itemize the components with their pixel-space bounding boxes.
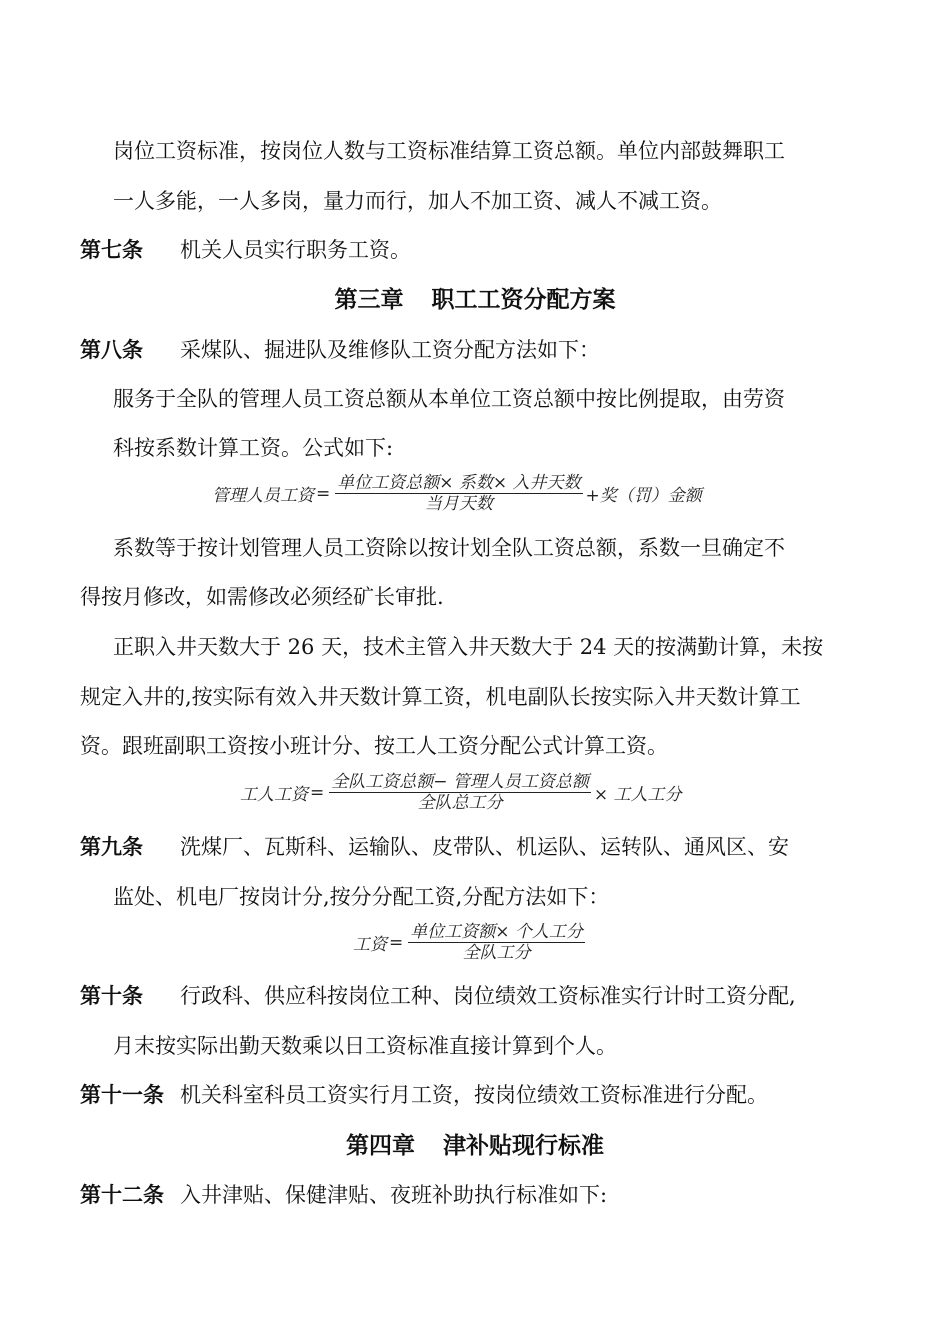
- article-8: [80, 335, 600, 365]
- formula-equals: =: [310, 782, 325, 803]
- formula-worker-wage: [240, 772, 682, 813]
- article-text: 行政科、供应科按岗位工种、岗位绩效工资标准实行计时工资分配,: [180, 984, 796, 1008]
- formula-equals: =: [389, 932, 404, 953]
- formula-manager-wage: [212, 473, 702, 514]
- article-label: 第十一条: [80, 1082, 164, 1107]
- formula-fraction: [408, 922, 585, 963]
- chapter-number: 第三章: [334, 286, 404, 313]
- formula-numerator: 单位工资额× 个人工分: [410, 922, 583, 942]
- formula-denominator: 全队工分: [462, 943, 531, 963]
- chapter-number: 第四章: [346, 1132, 415, 1159]
- chapter-heading-3: [0, 284, 950, 316]
- paragraph-line: 正职入井天数大于 26 天，技术主管入井天数大于 24 天的按满勤计算，未按: [113, 635, 824, 659]
- article-7: [80, 235, 411, 265]
- article-10: [80, 981, 796, 1011]
- article-text: 采煤队、掘进队及维修队工资分配方法如下：: [180, 338, 600, 362]
- article-label: 第九条: [80, 834, 143, 859]
- article-label: 第七条: [80, 237, 143, 262]
- article-11: [80, 1080, 768, 1110]
- paragraph-line: 服务于全队的管理人员工资总额从本单位工资总额中按比例提取，由劳资: [113, 387, 785, 411]
- article-text: 机关人员实行职务工资。: [180, 238, 411, 262]
- formula-denominator: 全队总工分: [417, 793, 503, 813]
- paragraph-line: 监处、机电厂按岗计分,按分分配工资,分配方法如下：: [113, 885, 610, 909]
- article-label: 第八条: [80, 337, 143, 362]
- article-text: 入井津贴、保健津贴、夜班补助执行标准如下:: [180, 1183, 608, 1207]
- article-12: [80, 1180, 607, 1210]
- paragraph-line: 系数等于按计划管理人员工资除以按计划全队工资总额，系数一旦确定不: [113, 536, 785, 560]
- paragraph-line: 岗位工资标准，按岗位人数与工资标准结算工资总额。单位内部鼓舞职工: [113, 139, 785, 163]
- paragraph-line: 科按系数计算工资。公式如下:: [113, 436, 394, 460]
- formula-fraction: [329, 772, 591, 813]
- formula-wage: [353, 922, 588, 963]
- formula-numerator: 全队工资总额− 管理人员工资总额: [331, 772, 589, 792]
- chapter-heading-4: [0, 1130, 950, 1162]
- article-9: [80, 832, 789, 862]
- formula-equals: =: [316, 483, 331, 504]
- chapter-title: 津补贴现行标准: [443, 1132, 604, 1159]
- formula-fraction: [335, 473, 582, 514]
- formula-numerator: 单位工资总额× 系数× 入井天数: [337, 473, 581, 493]
- article-label: 第十二条: [80, 1182, 164, 1207]
- formula-lhs: 工资: [353, 935, 387, 955]
- article-text: 机关科室科员工资实行月工资，按岗位绩效工资标准进行分配。: [180, 1083, 768, 1107]
- paragraph-line: 规定入井的,按实际有效入井天数计算工资，机电副队长按实际入井天数计算工: [80, 685, 801, 709]
- paragraph-line: 月末按实际出勤天数乘以日工资标准直接计算到个人。: [113, 1034, 617, 1058]
- article-text: 洗煤厂、瓦斯科、运输队、皮带队、机运队、运转队、通风区、安: [180, 835, 789, 859]
- formula-lhs: 工人工资: [240, 785, 308, 805]
- formula-tail: +奖（罚）金额: [585, 486, 702, 506]
- formula-denominator: 当月天数: [424, 494, 493, 514]
- paragraph-line: 一人多能，一人多岗，量力而行，加人不加工资、减人不减工资。: [113, 189, 722, 213]
- formula-lhs: 管理人员工资: [212, 486, 314, 506]
- chapter-title: 职工工资分配方案: [431, 286, 616, 313]
- formula-tail: × 工人工分: [593, 785, 682, 805]
- paragraph-line: 资。跟班副职工资按小班计分、按工人工资分配公式计算工资。: [80, 734, 668, 758]
- paragraph-line: 得按月修改，如需修改必须经矿长审批.: [80, 585, 444, 609]
- article-label: 第十条: [80, 983, 143, 1008]
